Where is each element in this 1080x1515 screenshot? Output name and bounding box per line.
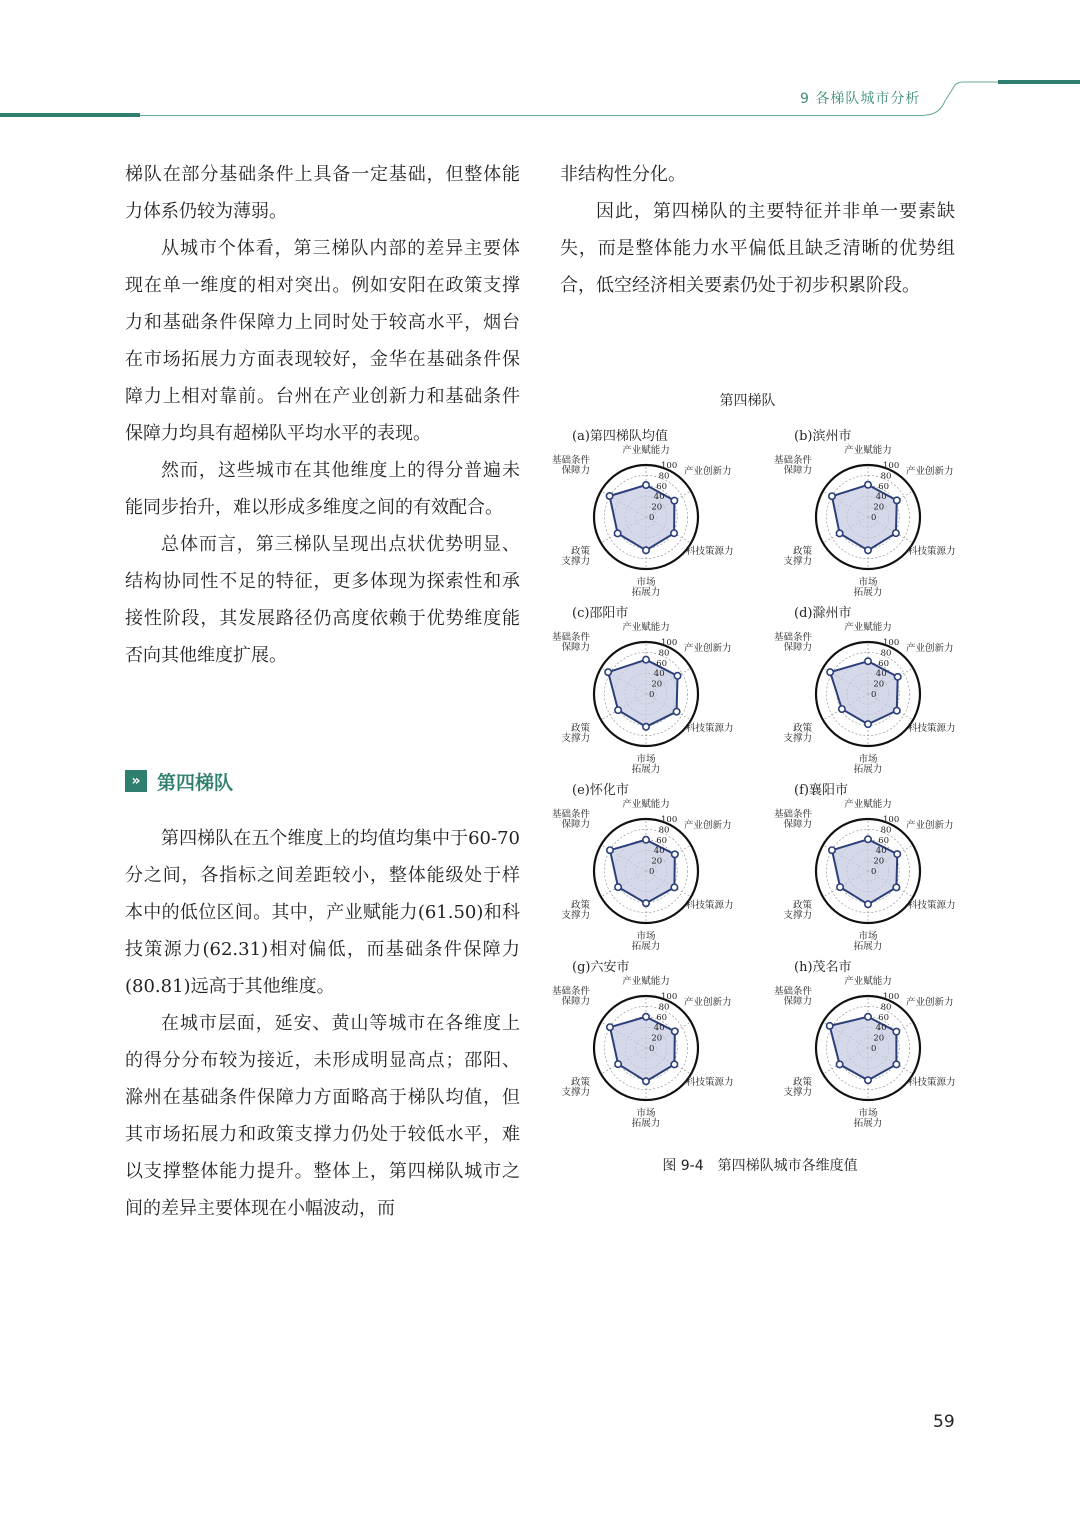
axis-label-line: 市场 xyxy=(858,1108,878,1119)
axis-label-line: 市场 xyxy=(636,931,656,942)
data-point xyxy=(829,493,835,499)
axis-label-line: 产业赋能力 xyxy=(622,976,670,987)
axis-label xyxy=(552,631,591,653)
data-point xyxy=(865,1077,871,1083)
data-point xyxy=(894,497,900,503)
data-polygon xyxy=(832,839,897,904)
axis-label xyxy=(552,985,591,1007)
axis-label-line: 政策 xyxy=(570,1077,590,1088)
axis-label-line: 产业赋能力 xyxy=(622,445,670,456)
data-point xyxy=(673,708,679,714)
tick-label: 40 xyxy=(653,492,665,503)
data-point xyxy=(607,1024,613,1030)
data-point xyxy=(615,707,621,713)
axis-label-line: 科技策源力 xyxy=(908,723,956,734)
axis-label xyxy=(686,545,734,557)
axis-label-line: 保障力 xyxy=(561,465,590,476)
tick-label: 60 xyxy=(656,658,668,669)
paragraph: 非结构性分化。 xyxy=(560,164,686,185)
axis-label xyxy=(632,1107,661,1129)
axis-label xyxy=(783,899,812,921)
data-point xyxy=(674,673,680,679)
data-point xyxy=(671,530,677,536)
axis-label xyxy=(561,899,590,921)
panel-label: (e)怀化市 xyxy=(572,783,629,798)
tick-label: 0 xyxy=(871,690,877,700)
tick-label: 80 xyxy=(880,471,892,482)
paragraph: 在城市层面，延安、黄山等城市在各维度上的得分分布较为接近，未形成明显高点；邵阳、滁州在基础条件保障力方面略高于梯队均值，但其市场拓展力和政策支撑力仍处于较低水平，难以支撑整体能力提升。整体上，第四梯队城市之间的差异主要体现在小幅波动，而 xyxy=(125,1013,520,1219)
axis-label xyxy=(632,753,661,775)
axis-label-line: 支撑力 xyxy=(783,733,812,744)
data-point xyxy=(895,674,901,680)
data-point xyxy=(893,884,899,890)
data-point xyxy=(643,482,649,488)
paragraph: 从城市个体看，第三梯队内部的差异主要体现在单一维度的相对突出。例如安阳在政策支撑力和基础条件保障力上同时处于较高水平，烟台在市场拓展力方面表现较好，金华在基础条件保障力上相对靠前。台州在产业创新力和基础条件保障力均具有超梯队平均水平的表现。 xyxy=(125,238,520,444)
paragraph: 梯队在部分基础条件上具备一定基础，但整体能力体系仍较为薄弱。 xyxy=(125,164,520,222)
tick-label: 60 xyxy=(656,1012,668,1023)
data-point xyxy=(672,851,678,857)
axis-label xyxy=(783,1076,812,1098)
figure-caption: 图 9-4 第四梯队城市各维度值 xyxy=(662,1158,858,1174)
data-point xyxy=(643,547,649,553)
radar-panel xyxy=(550,425,760,602)
data-point xyxy=(894,851,900,857)
data-point xyxy=(672,1028,678,1034)
radar-chart xyxy=(772,602,972,779)
axis-label-line: 产业赋能力 xyxy=(844,976,892,987)
radar-panel xyxy=(772,779,982,956)
axis-label-line: 基础条件 xyxy=(773,986,812,997)
tick-label: 100 xyxy=(661,638,678,648)
axis-label xyxy=(844,975,892,987)
axis-label xyxy=(686,899,734,911)
axis-label-line: 市场 xyxy=(636,1108,656,1119)
axis-label-line: 支撑力 xyxy=(783,1087,812,1098)
axis-label-line: 政策 xyxy=(792,723,812,734)
axis-label-line: 科技策源力 xyxy=(908,546,956,557)
tick-label: 60 xyxy=(878,835,890,846)
axis-label-line: 产业赋能力 xyxy=(622,799,670,810)
data-point xyxy=(894,707,900,713)
tick-label: 0 xyxy=(649,1044,655,1054)
axis-label xyxy=(684,465,732,477)
tick-label: 80 xyxy=(658,1002,670,1013)
axis-label-line: 保障力 xyxy=(783,642,812,653)
axis-label xyxy=(561,722,590,744)
axis-label-line: 科技策源力 xyxy=(686,900,734,911)
tick-label: 80 xyxy=(658,471,670,482)
data-point xyxy=(605,669,611,675)
radar-chart xyxy=(772,956,972,1133)
section-heading xyxy=(125,766,233,796)
axis-label xyxy=(774,985,813,1007)
radar-panel xyxy=(772,956,982,1133)
paragraph: 然而，这些城市在其他维度上的得分普遍未能同步抬升，难以形成多维度之间的有效配合。 xyxy=(125,460,520,518)
panel-label: (d)滁州市 xyxy=(794,606,852,621)
axis-label xyxy=(684,819,732,831)
tick-label: 20 xyxy=(651,856,663,867)
panel-label: (a)第四梯队均值 xyxy=(572,429,668,444)
axis-label-line: 政策 xyxy=(570,723,590,734)
tick-label: 40 xyxy=(653,669,665,680)
axis-label-line: 拓展力 xyxy=(853,764,883,775)
radar-chart xyxy=(772,779,972,956)
axis-label-line: 支撑力 xyxy=(561,733,590,744)
right-column xyxy=(560,156,955,304)
tick-label: 20 xyxy=(651,502,663,513)
header-rule xyxy=(140,115,925,116)
axis-label xyxy=(632,576,661,598)
axis-label xyxy=(774,808,813,830)
tick-label: 60 xyxy=(878,481,890,492)
axis-label-line: 产业创新力 xyxy=(906,466,954,477)
axis-label xyxy=(622,621,670,633)
axis-label-line: 政策 xyxy=(570,900,590,911)
axis-label-line: 市场 xyxy=(636,754,656,765)
axis-label-line: 拓展力 xyxy=(853,941,883,952)
axis-label xyxy=(906,996,954,1008)
radar-panel xyxy=(772,425,982,602)
header-accent-right xyxy=(998,80,1080,84)
tick-label: 40 xyxy=(653,846,665,857)
data-polygon xyxy=(610,1017,675,1082)
radar-chart xyxy=(550,956,750,1133)
data-point xyxy=(865,482,871,488)
data-point xyxy=(893,1028,899,1034)
axis-label-line: 保障力 xyxy=(783,819,812,830)
tick-label: 80 xyxy=(658,825,670,836)
axis-label-line: 政策 xyxy=(570,546,590,557)
data-point xyxy=(614,530,620,536)
axis-label-line: 基础条件 xyxy=(773,632,812,643)
data-point xyxy=(643,837,649,843)
axis-label-line: 市场 xyxy=(858,577,878,588)
axis-label xyxy=(854,753,883,775)
figure-9-4 xyxy=(550,385,970,1175)
axis-label xyxy=(632,930,661,952)
radar-panel xyxy=(772,602,982,779)
double-chevron-icon: » xyxy=(125,770,147,792)
data-point xyxy=(671,1061,677,1067)
data-point xyxy=(836,530,842,536)
page-number: 59 xyxy=(933,1412,955,1432)
axis-label xyxy=(906,642,954,654)
axis-label xyxy=(552,808,591,830)
tick-label: 60 xyxy=(656,835,668,846)
radar-panel xyxy=(550,602,760,779)
data-polygon xyxy=(610,485,675,550)
tick-label: 100 xyxy=(883,461,900,471)
axis-label-line: 支撑力 xyxy=(561,556,590,567)
axis-label xyxy=(561,545,590,567)
axis-label-line: 拓展力 xyxy=(631,764,661,775)
axis-label-line: 拓展力 xyxy=(631,587,661,598)
data-point xyxy=(643,1014,649,1020)
data-point xyxy=(839,706,845,712)
tick-label: 80 xyxy=(880,1002,892,1013)
tick-label: 80 xyxy=(880,648,892,659)
tick-label: 80 xyxy=(880,825,892,836)
tick-label: 60 xyxy=(878,1012,890,1023)
paragraph: 第四梯队在五个维度上的均值均集中于60-70分之间，各指标之间差距较小，整体能级处于样本中的低位区间。其中，产业赋能力(61.50)和科技策源力(62.31)相对偏低，而基础条件保障力(80.81)远高于其他维度。 xyxy=(125,828,520,997)
panel-label: (f)襄阳市 xyxy=(794,783,848,798)
header-rule-slant xyxy=(925,81,999,116)
axis-label-line: 市场 xyxy=(858,754,878,765)
data-point xyxy=(865,836,871,842)
axis-label-line: 拓展力 xyxy=(853,1118,883,1129)
axis-label-line: 产业创新力 xyxy=(684,820,732,831)
axis-label-line: 市场 xyxy=(858,931,878,942)
axis-label-line: 产业创新力 xyxy=(906,997,954,1008)
axis-label-line: 基础条件 xyxy=(551,632,590,643)
data-point xyxy=(865,721,871,727)
tick-label: 20 xyxy=(873,856,885,867)
panel-label: (b)滨州市 xyxy=(794,429,852,444)
axis-label-line: 产业创新力 xyxy=(684,997,732,1008)
data-point xyxy=(865,658,871,664)
axis-label-line: 保障力 xyxy=(561,819,590,830)
data-point xyxy=(827,669,833,675)
axis-label xyxy=(774,631,813,653)
radar-panel xyxy=(550,956,760,1133)
axis-label xyxy=(686,1076,734,1088)
data-point xyxy=(837,884,843,890)
axis-label-line: 产业创新力 xyxy=(906,820,954,831)
axis-label-line: 基础条件 xyxy=(551,809,590,820)
header-accent-left xyxy=(0,113,140,117)
data-polygon xyxy=(832,485,897,551)
axis-label-line: 支撑力 xyxy=(783,556,812,567)
axis-label xyxy=(783,545,812,567)
axis-label-line: 科技策源力 xyxy=(908,1077,956,1088)
data-point xyxy=(671,497,677,503)
axis-label xyxy=(854,576,883,598)
tick-label: 0 xyxy=(871,513,877,523)
radar-chart xyxy=(550,425,750,602)
tick-label: 100 xyxy=(883,815,900,825)
data-point xyxy=(865,901,871,907)
tick-label: 100 xyxy=(883,638,900,648)
axis-label xyxy=(854,1107,883,1129)
data-polygon xyxy=(610,840,675,903)
data-point xyxy=(643,900,649,906)
data-point xyxy=(893,530,899,536)
tick-label: 0 xyxy=(649,513,655,523)
axis-label-line: 产业赋能力 xyxy=(844,445,892,456)
axis-label-line: 基础条件 xyxy=(773,809,812,820)
axis-label-line: 保障力 xyxy=(561,996,590,1007)
radar-chart xyxy=(772,425,972,602)
axis-label xyxy=(906,465,954,477)
data-point xyxy=(671,884,677,890)
data-point xyxy=(643,1078,649,1084)
paragraph: 因此，第四梯队的主要特征并非单一要素缺失，而是整体能力水平偏低且缺乏清晰的优势组合，低空经济相关要素仍处于初步积累阶段。 xyxy=(560,201,955,296)
axis-label-line: 科技策源力 xyxy=(908,900,956,911)
axis-label-line: 支撑力 xyxy=(561,910,590,921)
axis-label-line: 科技策源力 xyxy=(686,723,734,734)
radar-panel xyxy=(550,779,760,956)
paragraph: 总体而言，第三梯队呈现出点状优势明显、结构协同性不足的特征，更多体现为探索性和承接性阶段，其发展路径仍高度依赖于优势维度能否向其他维度扩展。 xyxy=(125,534,520,666)
data-point xyxy=(829,847,835,853)
axis-label-line: 支撑力 xyxy=(561,1087,590,1098)
section-title: 第四梯队 xyxy=(157,771,234,794)
tick-label: 0 xyxy=(871,1044,877,1054)
axis-label-line: 保障力 xyxy=(783,996,812,1007)
axis-label-line: 产业创新力 xyxy=(684,466,732,477)
data-point xyxy=(893,1061,899,1067)
tick-label: 100 xyxy=(661,815,678,825)
axis-label xyxy=(686,722,734,734)
axis-label xyxy=(908,722,956,734)
axis-label-line: 政策 xyxy=(792,1077,812,1088)
axis-label-line: 产业创新力 xyxy=(684,643,732,654)
axis-label-line: 基础条件 xyxy=(773,455,812,466)
axis-label xyxy=(906,819,954,831)
axis-label xyxy=(908,1076,956,1088)
data-point xyxy=(615,884,621,890)
tick-label: 0 xyxy=(871,867,877,877)
data-point xyxy=(606,493,612,499)
axis-label xyxy=(908,545,956,557)
tick-label: 20 xyxy=(651,1033,663,1044)
axis-label-line: 支撑力 xyxy=(783,910,812,921)
axis-label xyxy=(622,444,670,456)
data-point xyxy=(865,1014,871,1020)
panel-label: (c)邵阳市 xyxy=(572,606,629,621)
tick-label: 0 xyxy=(649,867,655,877)
data-point xyxy=(643,656,649,662)
axis-label xyxy=(844,798,892,810)
running-header: 9 各梯队城市分析 xyxy=(800,91,921,107)
panel-label: (h)茂名市 xyxy=(794,960,852,975)
axis-label xyxy=(622,975,670,987)
axis-label-line: 拓展力 xyxy=(853,587,883,598)
left-column-second xyxy=(125,820,520,1227)
axis-label xyxy=(783,722,812,744)
axis-label-line: 基础条件 xyxy=(551,986,590,997)
tick-label: 100 xyxy=(883,992,900,1002)
axis-label xyxy=(908,899,956,911)
axis-label-line: 基础条件 xyxy=(551,455,590,466)
tick-label: 60 xyxy=(656,481,668,492)
data-point xyxy=(836,1061,842,1067)
left-column xyxy=(125,156,520,674)
axis-label xyxy=(844,444,892,456)
tick-label: 100 xyxy=(661,992,678,1002)
axis-label xyxy=(684,642,732,654)
axis-label xyxy=(854,930,883,952)
data-point xyxy=(643,724,649,730)
radar-chart xyxy=(550,602,750,779)
panel-label: (g)六安市 xyxy=(572,960,630,975)
tick-label: 40 xyxy=(875,669,887,680)
data-point xyxy=(607,847,613,853)
tick-label: 40 xyxy=(875,846,887,857)
radar-chart xyxy=(550,779,750,956)
axis-label-line: 产业赋能力 xyxy=(844,622,892,633)
data-point xyxy=(865,547,871,553)
axis-label xyxy=(684,996,732,1008)
axis-label-line: 科技策源力 xyxy=(686,1077,734,1088)
axis-label xyxy=(774,454,813,476)
axis-label-line: 拓展力 xyxy=(631,941,661,952)
tick-label: 20 xyxy=(873,679,885,690)
tick-label: 40 xyxy=(653,1023,665,1034)
axis-label-line: 保障力 xyxy=(561,642,590,653)
axis-label-line: 政策 xyxy=(792,546,812,557)
data-polygon xyxy=(608,660,677,727)
axis-label-line: 市场 xyxy=(636,577,656,588)
figure-title: 第四梯队 xyxy=(719,393,776,409)
tick-label: 80 xyxy=(658,648,670,659)
axis-label xyxy=(561,1076,590,1098)
axis-label-line: 保障力 xyxy=(783,465,812,476)
tick-label: 100 xyxy=(661,461,678,471)
axis-label-line: 产业创新力 xyxy=(906,643,954,654)
axis-label-line: 产业赋能力 xyxy=(844,799,892,810)
tick-label: 20 xyxy=(651,679,663,690)
axis-label xyxy=(622,798,670,810)
data-point xyxy=(615,1061,621,1067)
tick-label: 20 xyxy=(873,502,885,513)
tick-label: 40 xyxy=(875,1023,887,1034)
axis-label-line: 政策 xyxy=(792,900,812,911)
axis-label xyxy=(552,454,591,476)
tick-label: 40 xyxy=(875,492,887,503)
tick-label: 0 xyxy=(649,690,655,700)
tick-label: 20 xyxy=(873,1033,885,1044)
tick-label: 60 xyxy=(878,658,890,669)
axis-label-line: 拓展力 xyxy=(631,1118,661,1129)
axis-label-line: 科技策源力 xyxy=(686,546,734,557)
axis-label xyxy=(844,621,892,633)
data-point xyxy=(827,1023,833,1029)
axis-label-line: 产业赋能力 xyxy=(622,622,670,633)
data-polygon xyxy=(830,658,898,724)
